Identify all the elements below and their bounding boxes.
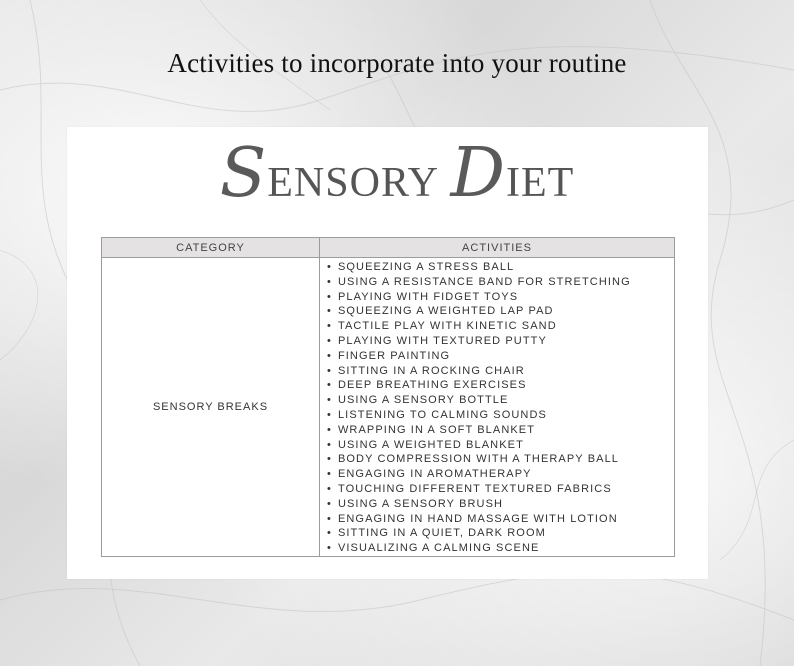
table-row	[102, 258, 675, 557]
title-word-sensory: ENSORY	[267, 160, 439, 206]
activities-list	[320, 258, 674, 556]
list-item: • BODY COMPRESSION WITH A THERAPY BALL	[327, 452, 674, 467]
headline: Activities to incorporate into your routine	[167, 48, 627, 78]
list-item: • USING A SENSORY BRUSH	[327, 497, 674, 512]
list-item: • VISUALIZING A CALMING SCENE	[327, 541, 674, 556]
category-cell: SENSORY BREAKS	[102, 258, 320, 557]
list-item: • USING A SENSORY BOTTLE	[327, 393, 674, 408]
list-item: • TOUCHING DIFFERENT TEXTURED FABRICS	[327, 482, 674, 497]
list-item: • FINGER PAINTING	[327, 349, 674, 364]
list-item: • ENGAGING IN HAND MASSAGE WITH LOTION	[327, 512, 674, 527]
title-initial-s: S	[219, 134, 268, 213]
list-item: • WRAPPING IN A SOFT BLANKET	[327, 423, 674, 438]
table-header-row	[102, 238, 675, 258]
list-item: • SQUEEZING A WEIGHTED LAP PAD	[327, 304, 674, 319]
list-item: • PLAYING WITH TEXTURED PUTTY	[327, 334, 674, 349]
list-item: • SITTING IN A QUIET, DARK ROOM	[327, 526, 674, 541]
list-item: • USING A WEIGHTED BLANKET	[327, 438, 674, 453]
list-item: • TACTILE PLAY WITH KINETIC SAND	[327, 319, 674, 334]
list-item: • LISTENING TO CALMING SOUNDS	[327, 408, 674, 423]
list-item: • SITTING IN A ROCKING CHAIR	[327, 364, 674, 379]
activities-cell	[320, 258, 675, 557]
worksheet-title	[0, 134, 794, 213]
list-item: • SQUEEZING A STRESS BALL	[327, 260, 674, 275]
header-category: CATEGORY	[102, 238, 320, 258]
title-initial-d: D	[450, 134, 507, 213]
list-item: • ENGAGING IN AROMATHERAPY	[327, 467, 674, 482]
title-word-diet: IET	[506, 160, 575, 206]
sensory-diet-table	[101, 237, 675, 557]
header-activities: ACTIVITIES	[320, 238, 675, 258]
list-item: • DEEP BREATHING EXERCISES	[327, 378, 674, 393]
list-item: • USING A RESISTANCE BAND FOR STRETCHING	[327, 275, 674, 290]
list-item: • PLAYING WITH FIDGET TOYS	[327, 290, 674, 305]
